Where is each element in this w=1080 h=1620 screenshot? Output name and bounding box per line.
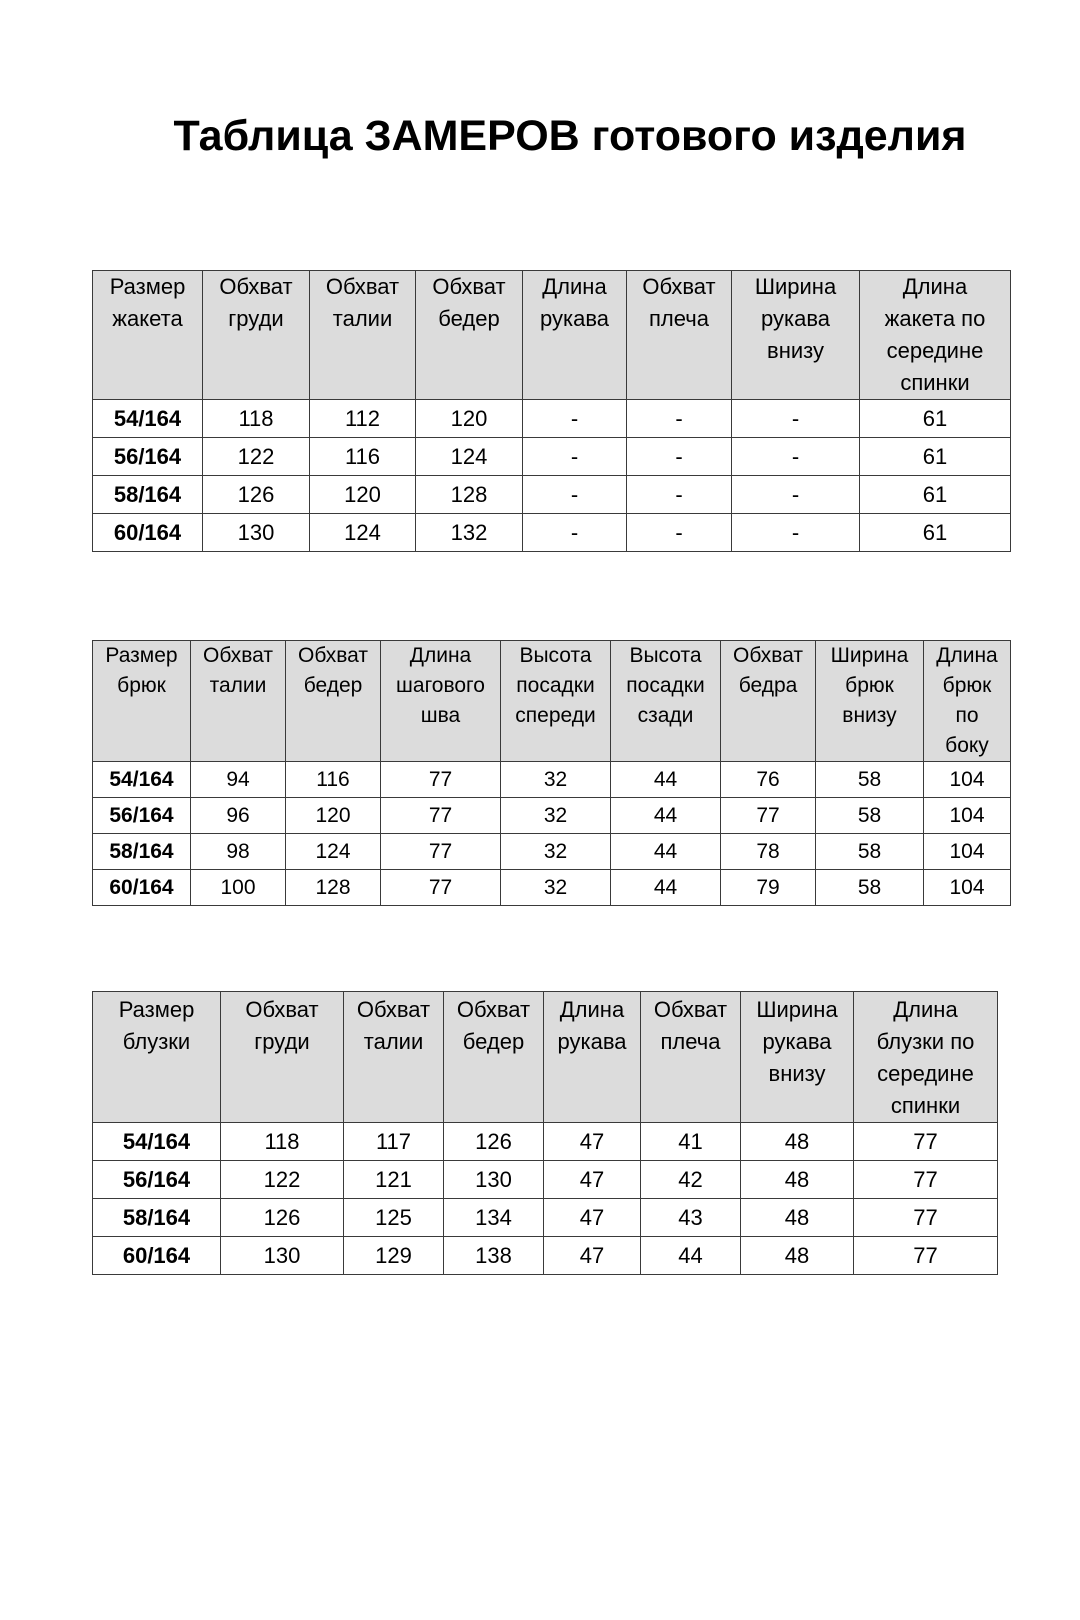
column-header: Обхват бедер <box>444 992 544 1123</box>
measurement-cell: 96 <box>191 798 286 834</box>
measurement-cell: 48 <box>741 1123 854 1161</box>
measurement-cell: - <box>732 476 860 514</box>
measurement-cell: 44 <box>611 834 721 870</box>
measurement-cell: 104 <box>924 798 1011 834</box>
column-header: Ширина рукава внизу <box>732 271 860 400</box>
measurement-cell: 125 <box>344 1199 444 1237</box>
table-row <box>93 762 1011 798</box>
measurement-cell: 32 <box>501 798 611 834</box>
column-header: Длина рукава <box>523 271 627 400</box>
measurement-cell: 122 <box>221 1161 344 1199</box>
column-header: Обхват талии <box>191 641 286 762</box>
size-cell: 56/164 <box>93 1161 221 1199</box>
measurement-cell: 47 <box>544 1123 641 1161</box>
measurement-cell: 48 <box>741 1199 854 1237</box>
table-row <box>93 834 1011 870</box>
measurement-cell: 76 <box>721 762 816 798</box>
measurement-cell: 77 <box>854 1123 998 1161</box>
column-header: Обхват талии <box>310 271 416 400</box>
header-row <box>93 271 1011 400</box>
size-cell: 56/164 <box>93 438 203 476</box>
column-header: Обхват груди <box>203 271 310 400</box>
size-cell: 60/164 <box>93 514 203 552</box>
measurement-cell: 47 <box>544 1199 641 1237</box>
measurement-cell: 43 <box>641 1199 741 1237</box>
page-title: Таблица ЗАМЕРОВ готового изделия <box>173 112 967 160</box>
column-header: Обхват груди <box>221 992 344 1123</box>
measurement-cell: 104 <box>924 762 1011 798</box>
measurement-cell: 120 <box>286 798 381 834</box>
measurement-cell: 58 <box>816 834 924 870</box>
measurement-cell: - <box>523 438 627 476</box>
measurement-cell: 42 <box>641 1161 741 1199</box>
table-row <box>93 1199 998 1237</box>
measurement-cell: 132 <box>416 514 523 552</box>
measurement-cell: 117 <box>344 1123 444 1161</box>
column-header: Размер жакета <box>93 271 203 400</box>
measurement-cell: 120 <box>310 476 416 514</box>
measurement-cell: - <box>627 438 732 476</box>
measurement-cell: 128 <box>416 476 523 514</box>
column-header: Высота посадки спереди <box>501 641 611 762</box>
table-row <box>93 400 1011 438</box>
measurement-cell: 44 <box>641 1237 741 1275</box>
column-header: Ширина рукава внизу <box>741 992 854 1123</box>
measurement-cell: 129 <box>344 1237 444 1275</box>
column-header: Размер блузки <box>93 992 221 1123</box>
measurement-cell: 48 <box>741 1237 854 1275</box>
measurement-cell: 124 <box>286 834 381 870</box>
size-cell: 56/164 <box>93 798 191 834</box>
measurement-cell: 77 <box>854 1161 998 1199</box>
measurement-cell: - <box>523 400 627 438</box>
measurement-cell: 104 <box>924 834 1011 870</box>
jacket-measurements-table <box>92 270 1011 552</box>
size-cell: 60/164 <box>93 1237 221 1275</box>
measurement-cell: 58 <box>816 798 924 834</box>
column-header: Длина жакета по середине спинки <box>860 271 1011 400</box>
measurement-cell: 41 <box>641 1123 741 1161</box>
measurement-cell: 58 <box>816 762 924 798</box>
size-cell: 60/164 <box>93 870 191 906</box>
size-cell: 54/164 <box>93 1123 221 1161</box>
measurement-cell: 77 <box>721 798 816 834</box>
measurement-cell: 112 <box>310 400 416 438</box>
measurement-cell: 116 <box>310 438 416 476</box>
measurement-cell: 138 <box>444 1237 544 1275</box>
column-header: Обхват плеча <box>641 992 741 1123</box>
measurement-cell: 32 <box>501 870 611 906</box>
table-row <box>93 438 1011 476</box>
measurement-cell: 128 <box>286 870 381 906</box>
size-cell: 58/164 <box>93 476 203 514</box>
table-row <box>93 1161 998 1199</box>
header-row <box>93 992 998 1123</box>
measurement-cell: - <box>627 476 732 514</box>
size-cell: 58/164 <box>93 834 191 870</box>
measurement-cell: 48 <box>741 1161 854 1199</box>
measurement-cell: 61 <box>860 476 1011 514</box>
table-row <box>93 798 1011 834</box>
measurement-cell: - <box>732 438 860 476</box>
size-cell: 54/164 <box>93 762 191 798</box>
measurement-cell: - <box>627 400 732 438</box>
measurement-cell: 121 <box>344 1161 444 1199</box>
measurement-cell: 77 <box>381 798 501 834</box>
measurement-cell: 44 <box>611 762 721 798</box>
measurement-cell: - <box>732 514 860 552</box>
column-header: Длина брюк по боку <box>924 641 1011 762</box>
measurement-cell: 47 <box>544 1161 641 1199</box>
measurement-cell: 94 <box>191 762 286 798</box>
measurement-cell: 130 <box>203 514 310 552</box>
measurement-cell: 61 <box>860 514 1011 552</box>
measurement-cell: - <box>732 400 860 438</box>
measurement-cell: 130 <box>444 1161 544 1199</box>
measurement-cell: 98 <box>191 834 286 870</box>
measurement-cell: 58 <box>816 870 924 906</box>
table-row <box>93 1123 998 1161</box>
measurement-cell: 47 <box>544 1237 641 1275</box>
measurement-cell: 104 <box>924 870 1011 906</box>
blouse-measurements-table <box>92 991 998 1275</box>
size-cell: 58/164 <box>93 1199 221 1237</box>
column-header: Обхват бедер <box>286 641 381 762</box>
measurement-cell: 77 <box>381 762 501 798</box>
measurement-cell: 32 <box>501 762 611 798</box>
measurement-cell: 77 <box>854 1237 998 1275</box>
measurement-cell: - <box>523 514 627 552</box>
table-row <box>93 476 1011 514</box>
measurement-cell: 130 <box>221 1237 344 1275</box>
column-header: Длина шагового шва <box>381 641 501 762</box>
measurement-cell: - <box>523 476 627 514</box>
measurement-cell: 79 <box>721 870 816 906</box>
column-header: Обхват бедер <box>416 271 523 400</box>
measurement-cell: 44 <box>611 870 721 906</box>
column-header: Длина рукава <box>544 992 641 1123</box>
measurement-cell: 77 <box>381 870 501 906</box>
measurement-cell: 78 <box>721 834 816 870</box>
column-header: Размер брюк <box>93 641 191 762</box>
measurement-cell: 100 <box>191 870 286 906</box>
column-header: Обхват бедра <box>721 641 816 762</box>
column-header: Ширина брюк внизу <box>816 641 924 762</box>
table-row <box>93 1237 998 1275</box>
measurement-cell: 122 <box>203 438 310 476</box>
measurement-cell: 116 <box>286 762 381 798</box>
measurement-cell: 120 <box>416 400 523 438</box>
table-row <box>93 870 1011 906</box>
size-cell: 54/164 <box>93 400 203 438</box>
header-row <box>93 641 1011 762</box>
measurement-cell: 61 <box>860 400 1011 438</box>
measurement-cell: 118 <box>221 1123 344 1161</box>
measurement-cell: 77 <box>854 1199 998 1237</box>
measurement-cell: - <box>627 514 732 552</box>
measurement-cell: 134 <box>444 1199 544 1237</box>
measurement-cell: 61 <box>860 438 1011 476</box>
column-header: Обхват плеча <box>627 271 732 400</box>
measurement-cell: 124 <box>416 438 523 476</box>
column-header: Высота посадки сзади <box>611 641 721 762</box>
measurement-cell: 126 <box>444 1123 544 1161</box>
measurement-cell: 118 <box>203 400 310 438</box>
measurement-cell: 124 <box>310 514 416 552</box>
measurement-cell: 126 <box>203 476 310 514</box>
table-row <box>93 514 1011 552</box>
measurement-cell: 126 <box>221 1199 344 1237</box>
column-header: Длина блузки по середине спинки <box>854 992 998 1123</box>
trousers-measurements-table <box>92 640 1011 906</box>
measurement-cell: 32 <box>501 834 611 870</box>
measurement-cell: 77 <box>381 834 501 870</box>
measurement-cell: 44 <box>611 798 721 834</box>
column-header: Обхват талии <box>344 992 444 1123</box>
